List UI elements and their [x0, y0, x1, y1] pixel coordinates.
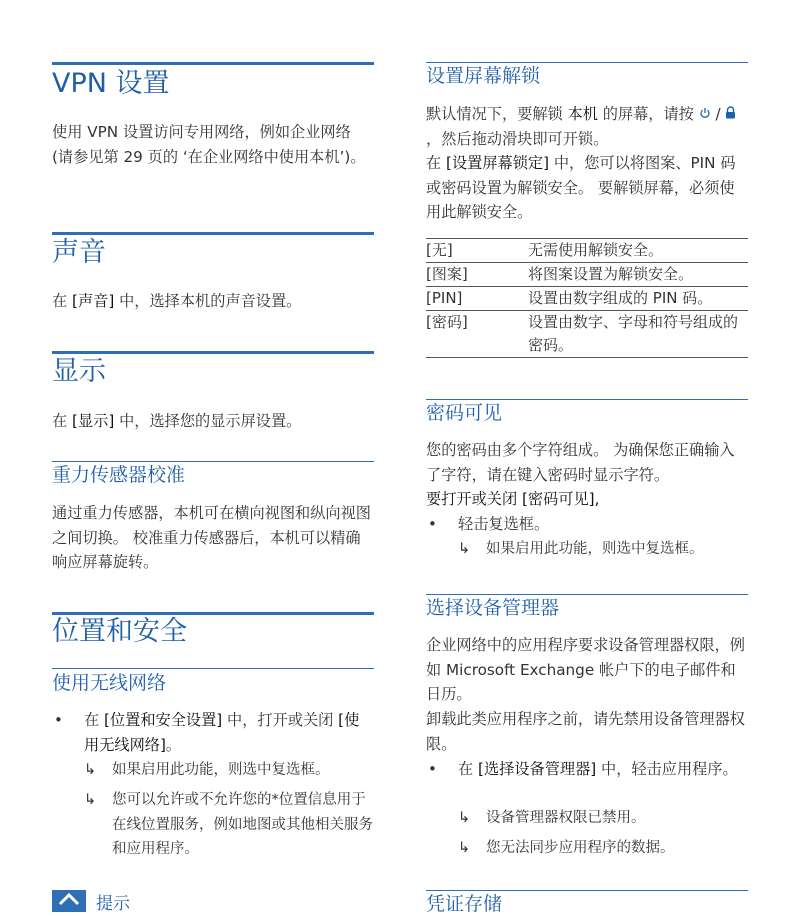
sound-rule	[52, 232, 374, 235]
option-key: [PIN]	[426, 287, 528, 311]
device-admin-body-1: 企业网络中的应用程序要求设备管理器权限，例如 Microsoft Exchange 帐户下的电子邮件和日历。	[426, 636, 745, 704]
wireless-arrow-2	[84, 788, 374, 862]
screen-lock-rule	[426, 62, 748, 63]
gravity-body: 通过重力传感器，本机可在横向视图和纵向视图之间切换。 校准重力传感器后，本机可以精确响应屏幕旋转。	[52, 504, 371, 572]
display-rule	[52, 351, 374, 354]
sound-menu-key: [声音]	[72, 292, 115, 310]
arrow-icon: ↳	[84, 792, 97, 808]
location-heading: 位置和安全	[52, 616, 187, 647]
option-desc: 设置由数字组成的 PIN 码。	[528, 287, 748, 311]
unlock-options-table	[426, 238, 748, 358]
vpn-heading: VPN 设置	[52, 68, 170, 99]
password-lead: 要打开或关闭 [密码可见],	[426, 490, 600, 508]
arrow-icon: ↳	[458, 840, 471, 856]
option-desc: 无需使用解锁安全。	[528, 239, 748, 263]
location-rule	[52, 612, 374, 615]
display-menu-key: [显示]	[72, 412, 115, 430]
table-row	[426, 263, 748, 287]
gravity-heading: 重力传感器校准	[52, 464, 186, 486]
password-body: 您的密码由多个字符组成。 为确保您正确输入了字符，请在键入密码时显示字符。	[426, 441, 735, 484]
display-heading: 显示	[52, 356, 106, 387]
bullet-marker: •	[428, 515, 437, 533]
password-visible-key: [密码可见]	[521, 490, 595, 508]
table-row	[426, 239, 748, 263]
lock-icon	[725, 102, 736, 127]
wireless-bullet-text: 在 [位置和安全设置] 中，打开或关闭 [使用无线网络]。	[84, 711, 360, 754]
storage-rule	[426, 890, 748, 891]
device-name: 本机	[567, 105, 598, 123]
arrow-icon: ↳	[458, 541, 471, 557]
location-settings-key: [位置和安全设置]	[104, 711, 223, 729]
option-desc: 将图案设置为解锁安全。	[528, 263, 748, 287]
option-key: [密码]	[426, 311, 528, 358]
device-admin-bullet-text: 在 [选择设备管理器] 中，轻击应用程序。	[458, 760, 738, 778]
screen-lock-detail: 在 [设置屏幕锁定] 中，您可以将图案、PIN 码或密码设置为解锁安全。 要解锁屏幕，必须使用此解锁安全。	[426, 154, 736, 222]
storage-heading: 凭证存储	[426, 893, 503, 915]
bullet-marker: •	[428, 760, 437, 778]
device-admin-arrow-2	[458, 836, 748, 861]
device-admin-arrow-2-text: 您无法同步应用程序的数据。	[486, 840, 675, 856]
select-device-admin-key: [选择设备管理器]	[478, 760, 597, 778]
gravity-rule	[52, 461, 374, 462]
password-arrow	[458, 537, 748, 562]
wireless-arrow-2-text: 您可以允许或不允许您的*位置信息用于在线位置服务，例如地图或其他相关服务和应用程序。	[112, 792, 373, 858]
arrow-icon: ↳	[458, 810, 471, 826]
sound-heading: 声音	[52, 237, 106, 268]
device-admin-rule	[426, 594, 748, 595]
sound-body: 在 [声音] 中，选择本机的声音设置。	[52, 292, 302, 310]
wireless-rule	[52, 668, 374, 669]
bullet-marker: •	[54, 711, 63, 729]
password-arrow-text: 如果启用此功能，则选中复选框。	[486, 541, 704, 557]
display-body: 在 [显示] 中，选择您的显示屏设置。	[52, 412, 302, 430]
device-admin-heading: 选择设备管理器	[426, 597, 560, 619]
tip-icon	[52, 890, 86, 912]
device-admin-arrow-1	[458, 806, 748, 831]
option-desc: 设置由数字、字母和符号组成的密码。	[528, 311, 748, 358]
tip-label: 提示	[96, 894, 130, 914]
wireless-arrow-1	[84, 758, 374, 783]
table-row	[426, 287, 748, 311]
option-key: [图案]	[426, 263, 528, 287]
power-icon	[699, 102, 711, 127]
device-admin-arrow-1-text: 设备管理器权限已禁用。	[486, 810, 646, 826]
wireless-key: [使用无线网络]	[84, 711, 360, 754]
table-row	[426, 311, 748, 358]
wireless-arrow-1-text: 如果启用此功能，则选中复选框。	[112, 762, 330, 778]
screen-lock-intro: 默认情况下，要解锁 本机 的屏幕，请按 / ，然后拖动滑块即可开锁。	[426, 102, 748, 151]
option-key: [无]	[426, 239, 528, 263]
password-heading: 密码可见	[426, 402, 503, 424]
screen-lock-heading: 设置屏幕解锁	[426, 65, 541, 87]
set-screen-lock-key: [设置屏幕锁定]	[446, 154, 549, 172]
vpn-body: 使用 VPN 设置访问专用网络，例如企业网络 (请参见第 29 页的 ‘在企业网络中使用本机’)。	[52, 123, 366, 166]
password-rule	[426, 399, 748, 400]
vpn-rule	[52, 62, 374, 65]
wireless-subheading: 使用无线网络	[52, 672, 167, 694]
password-bullet-text: 轻击复选框。	[458, 515, 550, 533]
arrow-icon: ↳	[84, 762, 97, 778]
device-admin-body-2: 卸载此类应用程序之前，请先禁用设备管理器权限。	[426, 710, 745, 753]
